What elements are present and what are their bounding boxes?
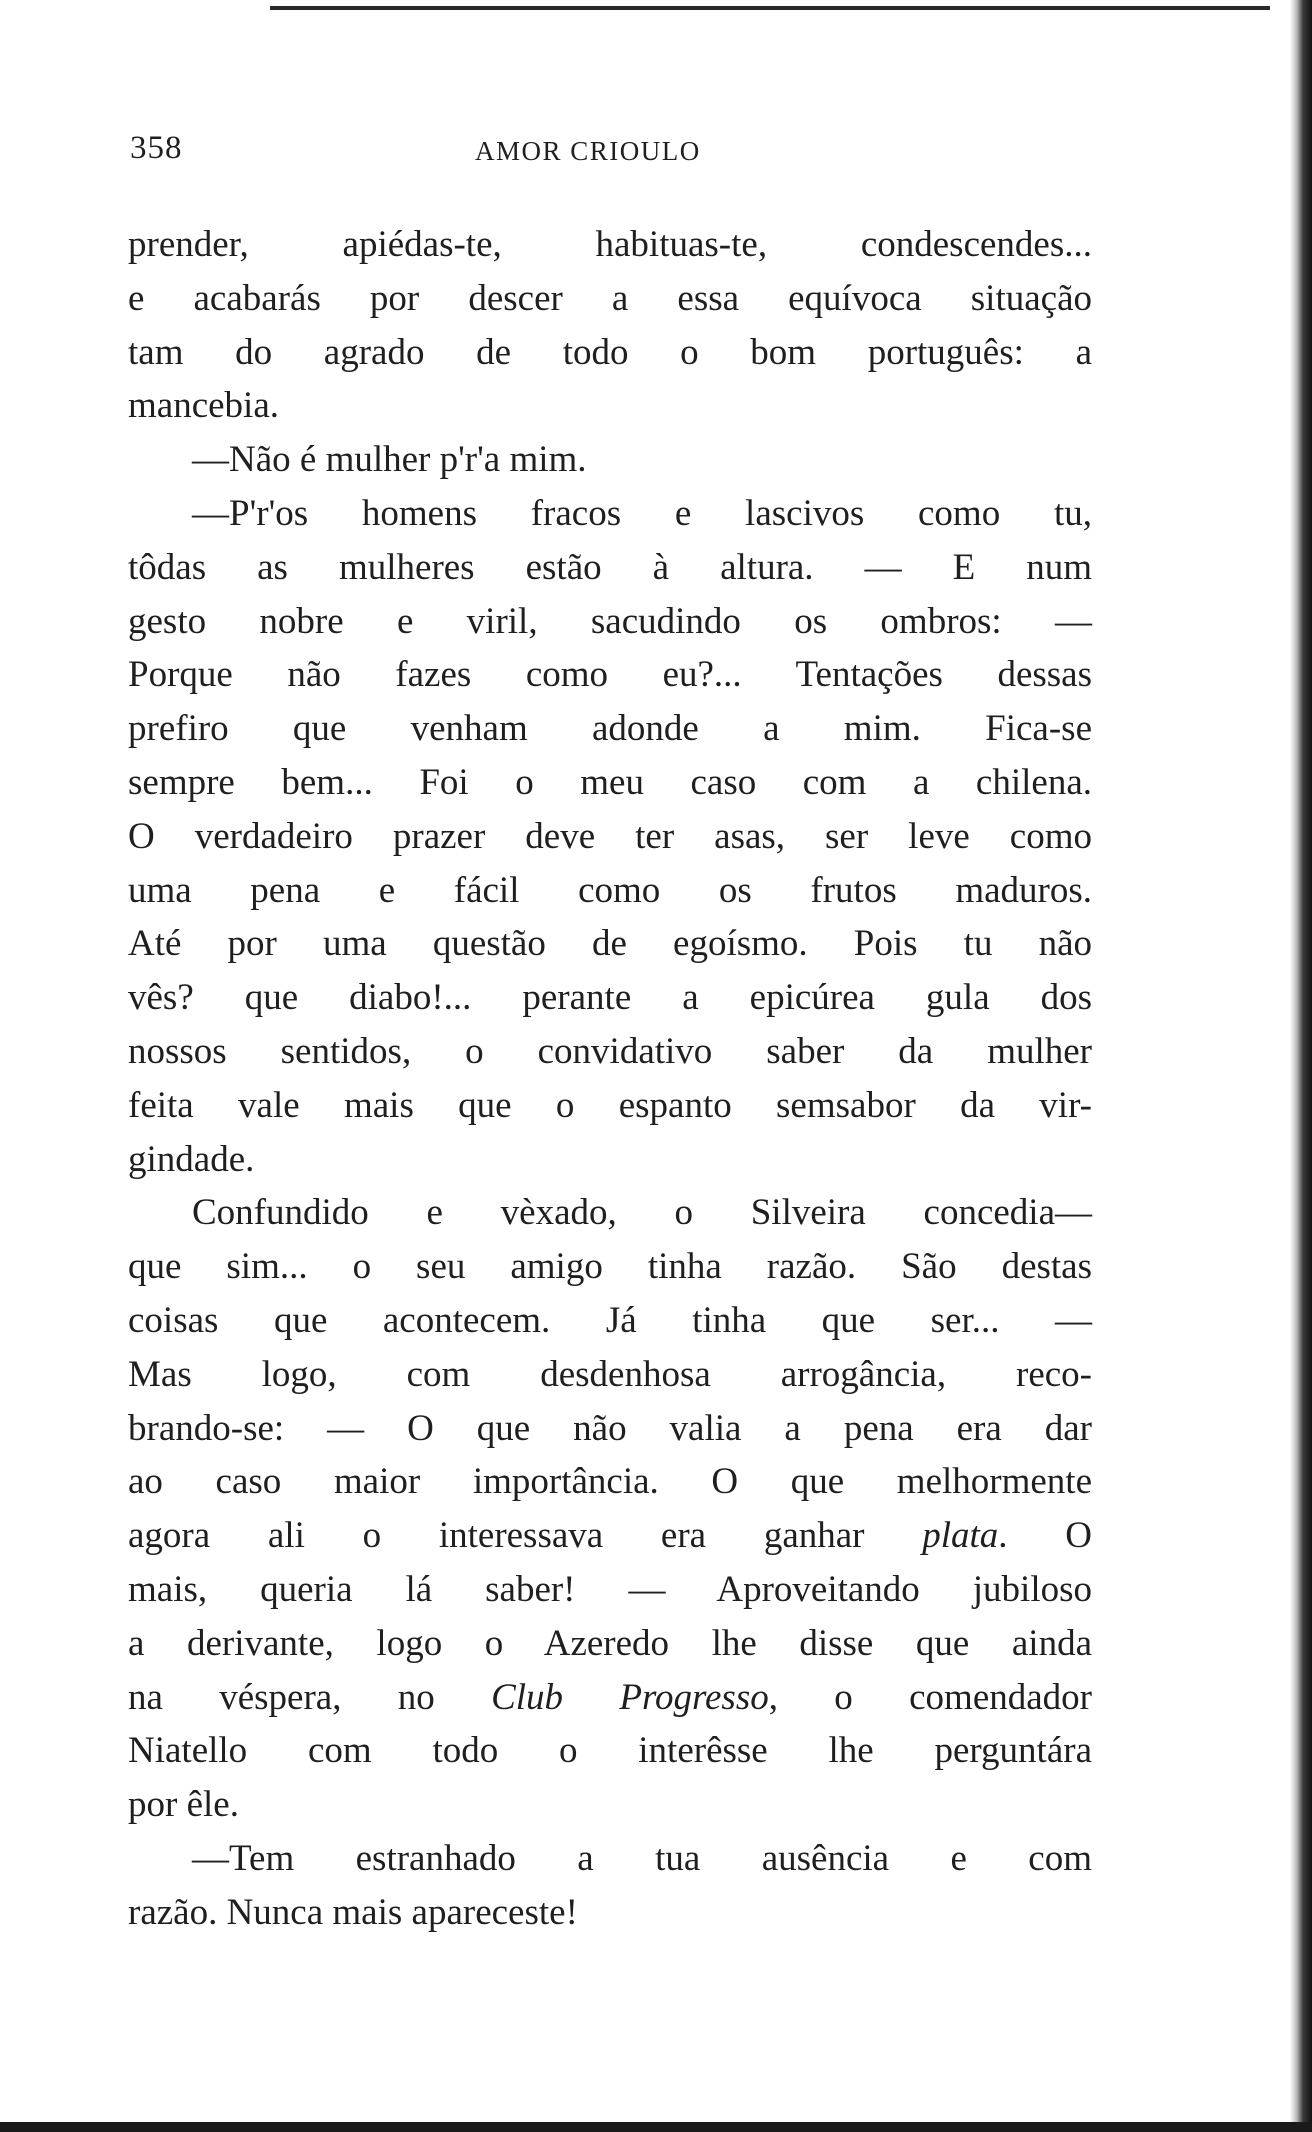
text-line: ao caso maior importância. O que melhormente bbox=[128, 1461, 1092, 1503]
text-line: razão. Nunca mais apareceste! bbox=[128, 1891, 578, 1933]
text-line: —Tem estranhado a tua ausência e com bbox=[192, 1837, 1092, 1879]
text-line: gindade. bbox=[128, 1138, 255, 1180]
text-line: vês? que diabo!... perante a epicúrea gula dos bbox=[128, 977, 1092, 1019]
top-border-line bbox=[270, 6, 1270, 10]
text-line: nossos sentidos, o convidativo saber da mulher bbox=[128, 1030, 1092, 1072]
text-line: prender, apiédas-te, habituas-te, condescendes... bbox=[128, 224, 1092, 265]
text-line: e acabarás por descer a essa equívoca situação bbox=[128, 277, 1092, 319]
text-line: gesto nobre e viril, sacudindo os ombros: — bbox=[128, 600, 1092, 642]
text-line: prefiro que venham adonde a mim. Fica-se bbox=[128, 708, 1092, 750]
text-line: coisas que acontecem. Já tinha que ser... — bbox=[128, 1299, 1092, 1341]
text-line: uma pena e fácil como os frutos maduros. bbox=[128, 869, 1092, 911]
page-header bbox=[130, 130, 1090, 180]
text-line: agora ali o interessava era ganhar plata. O bbox=[128, 1515, 1092, 1557]
italic-term: Club Progresso bbox=[491, 1676, 769, 1718]
text-line: mancebia. bbox=[128, 385, 279, 427]
body-text bbox=[128, 218, 1092, 1940]
text-line: Mas logo, com desdenhosa arrogância, reco- bbox=[128, 1353, 1092, 1395]
italic-term: plata bbox=[922, 1515, 999, 1557]
text-line: Niatello com todo o interêsse lhe perguntára bbox=[128, 1730, 1092, 1772]
text-line: Porque não fazes como eu?... Tentações dessas bbox=[128, 654, 1092, 696]
text-line: brando-se: — O que não valia a pena era dar bbox=[128, 1407, 1092, 1449]
bottom-border-line bbox=[0, 2122, 1312, 2132]
text-line: —P'r'os homens fracos e lascivos como tu, bbox=[192, 492, 1092, 534]
page-spine-edge bbox=[1290, 0, 1312, 2132]
text-line: que sim... o seu amigo tinha razão. São destas bbox=[128, 1246, 1092, 1288]
text-line: tam do agrado de todo o bom português: a bbox=[128, 331, 1092, 373]
text-line: por êle. bbox=[128, 1784, 239, 1826]
text-line: O verdadeiro prazer deve ter asas, ser leve como bbox=[128, 815, 1092, 857]
text-line: Até por uma questão de egoísmo. Pois tu não bbox=[128, 923, 1092, 965]
text-line: tôdas as mulheres estão à altura. — E num bbox=[128, 546, 1092, 588]
text-line: feita vale mais que o espanto semsabor da vir- bbox=[128, 1084, 1092, 1126]
text-line: mais, queria lá saber! — Aproveitando jubiloso bbox=[128, 1568, 1092, 1610]
text-line: —Não é mulher p'r'a mim. bbox=[192, 439, 587, 481]
text-line: a derivante, logo o Azeredo lhe disse que ainda bbox=[128, 1622, 1092, 1664]
text-line: na véspera, no Club Progresso, o comendador bbox=[128, 1676, 1092, 1718]
text-line: Confundido e vèxado, o Silveira concedia— bbox=[192, 1192, 1092, 1234]
page-number: 358 bbox=[130, 130, 183, 166]
running-title: AMOR CRIOULO bbox=[475, 136, 701, 166]
text-line: sempre bem... Foi o meu caso com a chilena. bbox=[128, 761, 1092, 803]
